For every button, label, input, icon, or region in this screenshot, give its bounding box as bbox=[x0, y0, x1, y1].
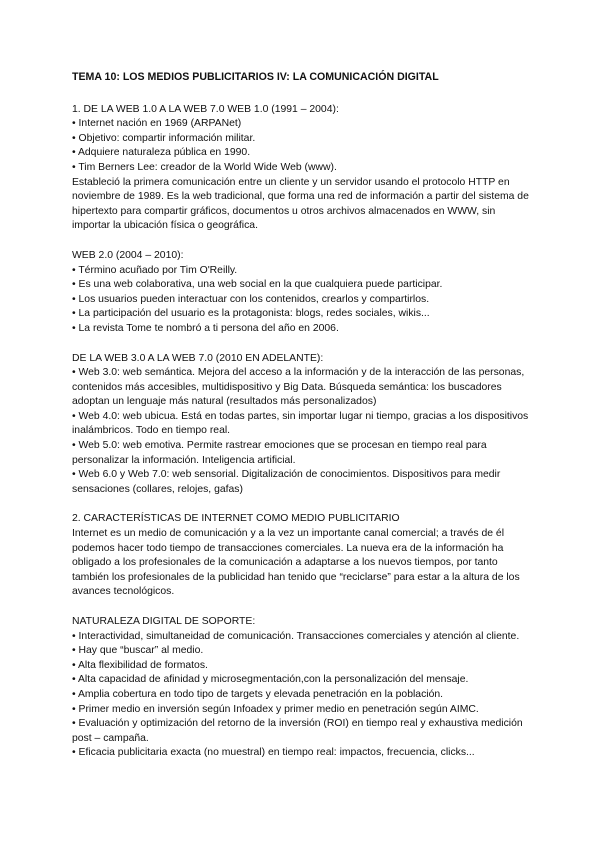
bullet-item: • La revista Tome te nombró a ti persona del año en 2006. bbox=[72, 322, 339, 334]
bullet-item: • Los usuarios pueden interactuar con los contenidos, crearlos y compartirlos. bbox=[72, 293, 430, 305]
bullet-item: • Alta flexibilidad de formatos. bbox=[72, 659, 208, 671]
bullet-item: • Término acuñado por Tim O'Reilly. bbox=[72, 264, 238, 276]
bullet-item: • Tim Berners Lee: creador de la World Wide Web (www). bbox=[72, 161, 337, 173]
section-heading: NATURALEZA DIGITAL DE SOPORTE: bbox=[72, 616, 256, 627]
section-heading: 2. CARACTERÍSTICAS DE INTERNET COMO MEDIO PUBLICITARIO bbox=[72, 513, 400, 525]
bullet-item: • Web 6.0 y Web 7.0: web sensorial. Digitalización de conocimientos. Dispositivos para medir sensaciones (collares, relojes, gafas) bbox=[72, 469, 501, 495]
bullet-item: • La participación del usuario es la protagonista: blogs, redes sociales, wikis... bbox=[72, 308, 430, 320]
section-heading: WEB 2.0 (2004 – 2010): bbox=[72, 249, 184, 261]
section-web-3-to-7 bbox=[72, 352, 530, 498]
section-paragraph: Estableció la primera comunicación entre un cliente y un servidor usando el protocolo HTTP en noviembre de 1989. Es la web tradicional, que forma una red de información a partir del sistema de hipertexto para compartir gráficos, documentos u otros archivos almacenados en WWW, sin importar la ubicación física o geográfica. bbox=[72, 176, 529, 232]
section-heading: DE LA WEB 3.0 A LA WEB 7.0 (2010 EN ADELANTE): bbox=[72, 352, 324, 364]
section-internet-characteristics bbox=[72, 512, 530, 600]
bullet-item: • Web 3.0: web semántica. Mejora del acceso a la información y de la interacción de las personas, contenidos más accesibles, multidispositivo y Big Data. Búsqueda semántica: los buscadores adoptan un lenguaje más natural (resultados más personalizados) bbox=[72, 367, 525, 408]
section-digital-nature bbox=[72, 615, 530, 761]
bullet-item: • Adquiere naturaleza pública en 1990. bbox=[72, 147, 251, 159]
bullet-item: • Eficacia publicitaria exacta (no muestral) en tiempo real: impactos, frecuencia, clicks... bbox=[72, 747, 475, 759]
bullet-item: • Hay que “buscar” al medio. bbox=[72, 645, 204, 657]
section-web-1 bbox=[72, 103, 530, 234]
bullet-item: • Es una web colaborativa, una web social en la que cualquiera puede participar. bbox=[72, 279, 443, 291]
section-web-2 bbox=[72, 249, 530, 337]
bullet-item: • Web 4.0: web ubicua. Está en todas partes, sin importar lugar ni tiempo, gracias a los dispositivos inalámbricos. Todo en tiempo real. bbox=[72, 410, 529, 437]
bullet-item: • Interactividad, simultaneidad de comunicación. Transacciones comerciales y atención al cliente. bbox=[72, 630, 520, 642]
bullet-item: • Alta capacidad de afinidad y microsegmentación,con la personalización del mensaje. bbox=[72, 674, 469, 686]
bullet-item: • Evaluación y optimización del retorno de la inversión (ROI) en tiempo real y exhaustiva medición post – campaña. bbox=[72, 718, 523, 744]
bullet-item: • Amplia cobertura en todo tipo de targets y elevada penetración en la población. bbox=[72, 688, 444, 700]
section-paragraph: Internet es un medio de comunicación y a la vez un importante canal comercial; a través de él podemos hacer todo tiempo de transacciones comerciales. La nueva era de la información ha obligado a los profesionales de la comunicación a adaptarse a los nuevos tiempos, por tanto también los profesionales de la publicidad han tenido que “reciclarse” para estar a la altura de los avances tecnológicos. bbox=[72, 528, 520, 598]
bullet-item: • Objetivo: compartir información militar. bbox=[72, 132, 256, 144]
bullet-item: • Internet nación en 1969 (ARPANet) bbox=[72, 118, 242, 130]
bullet-item: • Web 5.0: web emotiva. Permite rastrear emociones que se procesan en tiempo real para personalizar la información. Inteligencia artificial. bbox=[72, 440, 487, 466]
document-title: TEMA 10: LOS MEDIOS PUBLICITARIOS IV: LA COMUNICACIÓN DIGITAL bbox=[72, 71, 439, 83]
bullet-item: • Primer medio en inversión según Infoadex y primer medio en penetración según AIMC. bbox=[72, 703, 479, 715]
section-heading: 1. DE LA WEB 1.0 A LA WEB 7.0 WEB 1.0 (1991 – 2004): bbox=[72, 103, 339, 115]
